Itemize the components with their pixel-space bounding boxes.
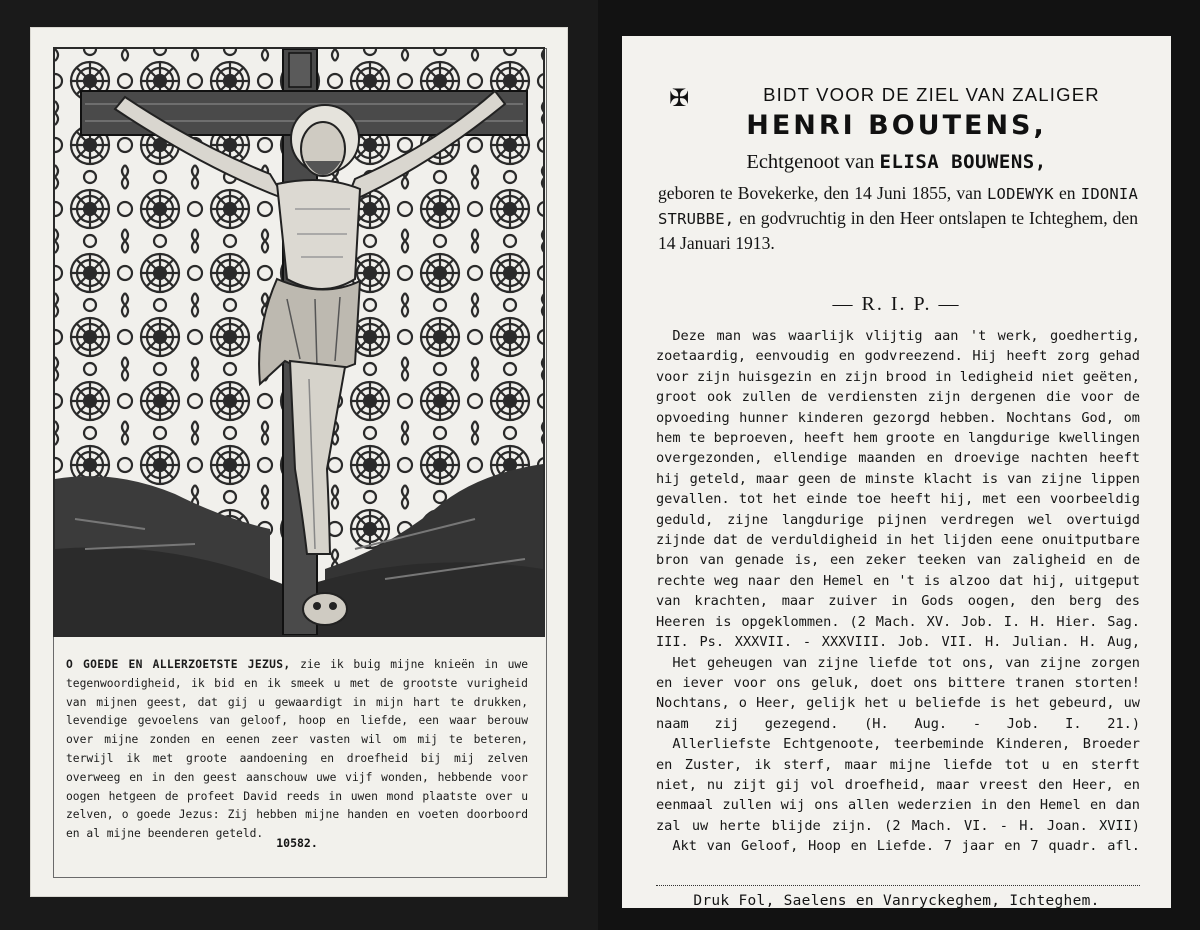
cross-icon: ✠ (669, 84, 690, 112)
deceased-name: HENRI BOUTENS, (746, 110, 1047, 141)
paragraph-farewell: Allerliefste Echtgenoote, teerbeminde Kinderen, Broeder en Zuster, ik sterf, maar mijne liefde tot u en sterft niet, nu zijt gij vol droefheid, maar vreest den Heer, en eenmaal zullen wij ons allen wederzien in den Hemel en dan zal uw herte blijde zijn. (2 Mach. VI. - H. Joan. XVII) (656, 736, 1140, 834)
crucifix-illustration (53, 47, 545, 637)
bio-death: en godvruchtig in den Heer ontslapen te Ichteghem, den 14 Januari 1913. (658, 208, 1138, 253)
bio-father: LODEWYK (987, 185, 1054, 203)
print-number: 10582. (276, 836, 318, 850)
dotted-divider (656, 885, 1140, 886)
printer-credit: Druk Fol, Saelens en Vanryckeghem, Ichteghem. (693, 893, 1100, 909)
prayer-lead: O GOEDE EN ALLERZOETSTE JEZUS, (66, 658, 291, 671)
prayer-text (66, 656, 528, 844)
spouse-name: ELISA BOUWENS, (879, 151, 1047, 173)
prayer-header: BIDT VOOR DE ZIEL VAN ZALIGER (763, 84, 1100, 105)
right-card-paper (622, 36, 1171, 908)
bio-and: en (1058, 183, 1076, 203)
bio-mother: IDONIA STRUBBE, (658, 185, 1138, 228)
right-card (598, 0, 1200, 930)
paragraph-indulgence: Akt van Geloof, Hoop en Liefde. 7 jaar en 7 quadr. afl. (672, 838, 1140, 855)
left-card (0, 0, 598, 930)
biography (658, 181, 1138, 255)
prayer-body: zie ik buig mijne knieën in uwe tegenwoordigheid, ik bid en ik smeek u met de grootste vurigheid van mijnen geest, dat gij u gewaardigt in mijn hart te drukken, levendige gevoelens van geloof, hoop en liefde, een waar berouw over mijne zonden en eenen zeer vasten wil om mij te beteren, terwijl ik met groote aandoening en droefheid bij mij zelven overweeg en in den geest aanschouw uwe vijf wonden, hebbende voor oogen hetgeen de profeet David reeds in uwen mond plaatste over u zelven, o goede Jezus: Zij hebben mijne handen en voeten doorboord en al mijne beenderen geteld. (66, 658, 528, 841)
rip-line: — R. I. P. — (832, 293, 961, 315)
memorial-text (656, 326, 1140, 857)
paragraph-virtues: Deze man was waarlijk vlijtig aan 't werk, goedhertig, zoetaardig, eenvoudig en godvreezend. Hij heeft zorg gehad voor zijn huisgezin en zijn brood in ledigheid niet geëten, groot ook zullen de verdiensten zijn dergenen die voor de opvoeding hunner kinderen gezorgd hebben. Nochtans God, om hem te beproeven, heeft hem groote en langdurige kwellingen overgezonden, ellendige maanden en droevige nachten heeft hij geteld, maar geen de minste klacht is van zijne lippen gevallen. tot het einde toe heeft hij, met een voorbeeldig geduld, zijne langdurige pijnen verdregen wel overtuigd zijnde dat de verduldigheid in het lijden eene onuitputbare bron van genade is, een zeker teeken van zaligheid en de rechte weg naar den Hemel en 't is alzoo dat hij, uitgeput van krachten, maar zuiver in Gods oogen, den berg des Heeren is opgeklommen. (2 Mach. XV. Job. I. H. Hier. Sag. III. Ps. XXXVII. - XXXVIII. Job. VII. H. Julian. H. Aug, (656, 328, 1140, 651)
paragraph-memory: Het geheugen van zijne liefde tot ons, van zijne zorgen en iever voor ons geluk, doet ons bittere tranen storten! Nochtans, o Heer, gelijk het u beliefde is het gebeurd, uw naam zij gezegend. (H. Aug. - Job. I. 21.) (656, 654, 1140, 732)
spouse-line (622, 151, 1171, 174)
spouse-prefix: Echtgenoot van (746, 151, 875, 173)
bio-birth: geboren te Bovekerke, den 14 Juni 1855, van (658, 183, 982, 203)
